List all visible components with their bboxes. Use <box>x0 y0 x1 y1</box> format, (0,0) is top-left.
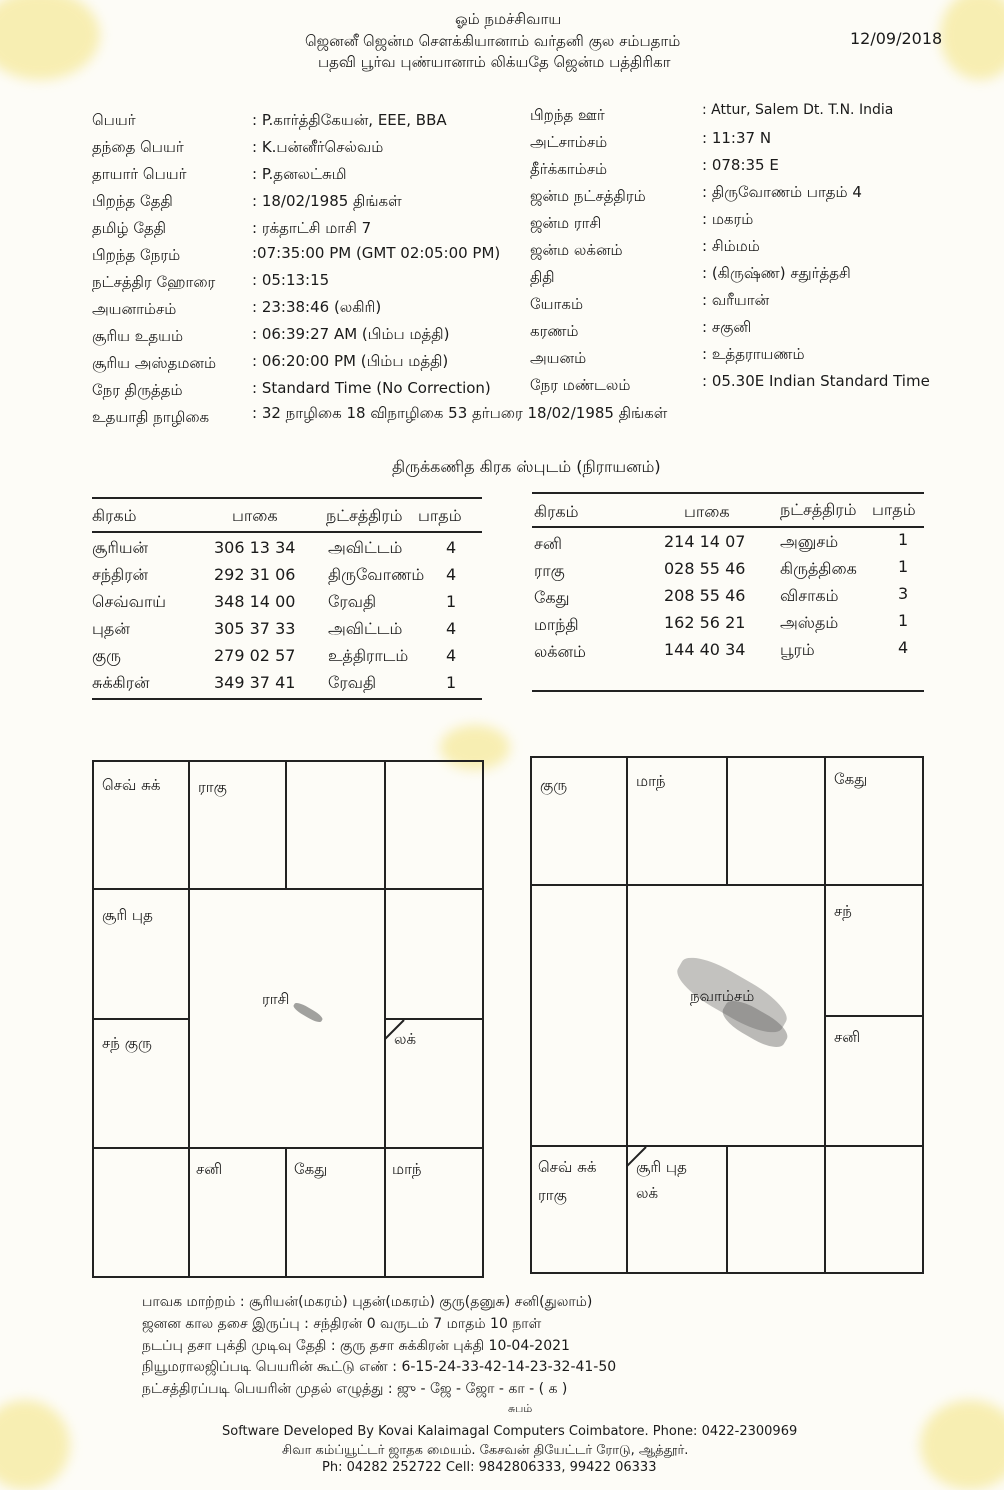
planet-star: பூரம் <box>780 640 815 659</box>
credit-line-3: Ph: 04282 252722 Cell: 9842806333, 99422 06333 <box>322 1460 657 1475</box>
col-header-star: நட்சத்திரம் <box>326 506 403 525</box>
planet-pada: 1 <box>898 557 909 576</box>
label-birth-time: பிறந்த நேரம் <box>92 246 181 264</box>
planet-star: அஸ்தம் <box>780 613 839 632</box>
rasi-house-aquarius: சூரி புத <box>102 906 153 924</box>
chart-grid-line <box>92 888 484 890</box>
value-tamil-date: : ரக்தாட்சி மாசி 7 <box>252 219 372 237</box>
col-header-star: நட்சத்திரம் <box>780 500 857 519</box>
planet-pada: 3 <box>898 584 909 603</box>
planet-star: அனுசம் <box>780 532 839 551</box>
value-birth-place: : Attur, Salem Dt. T.N. India <box>702 102 894 118</box>
tape-stain <box>0 1400 70 1490</box>
tape-stain <box>0 0 100 80</box>
value-birth-time: :07:35:00 PM (GMT 02:05:00 PM) <box>252 244 501 262</box>
note-bhava: பாவக மாற்றம் : சூரியன்(மகரம்) புதன்(மகரம்) குரு(தனுசு) சனி(துலாம்) <box>142 1294 593 1310</box>
label-thithi: திதி <box>530 268 555 286</box>
planet-name: ராகு <box>534 561 565 580</box>
credit-line-1: Software Developed By Kovai Kalaimagal Computers Coimbatore. Phone: 0422-2300969 <box>222 1424 798 1439</box>
value-father: : K.பன்னீர்செல்வம் <box>252 138 384 156</box>
label-janma-rasi: ஜன்ம ராசி <box>530 214 602 232</box>
col-header-paagai: பாகை <box>684 502 730 521</box>
chart-grid-line <box>188 888 190 1278</box>
planet-degree: 028 55 46 <box>664 559 746 578</box>
planet-name: குரு <box>92 646 121 665</box>
planet-degree: 305 37 33 <box>214 619 296 638</box>
col-header-paagai: பாகை <box>232 506 278 525</box>
label-longitude: தீர்க்காம்சம் <box>530 160 608 178</box>
credit-line-2: சிவா கம்ப்யூட்டர் ஜாதக மையம். கேசவன் தியேட்டர் ரோடு, ஆத்தூர். <box>282 1443 689 1458</box>
chart-grid-line <box>824 756 826 884</box>
value-time-correction: : Standard Time (No Correction) <box>252 379 491 397</box>
planet-pada: 4 <box>446 565 457 584</box>
col-header-paadam: பாதம் <box>418 506 462 525</box>
planet-degree: 208 55 46 <box>664 586 746 605</box>
value-ayanamsa: : 23:38:46 (லகிரி) <box>252 298 382 316</box>
chart-grid-line <box>824 884 826 1274</box>
navamsa-house-leo: சனி <box>834 1028 861 1046</box>
label-time-correction: நேர திருத்தம் <box>92 381 183 399</box>
value-udayadi-nazhigai: : 32 நாழிகை 18 விநாழிகை 53 தர்பரை 18/02/1985 திங்கள் <box>252 404 668 422</box>
planet-table-title: திருக்கணித கிரக ஸ்புடம் (நிராயனம்) <box>392 457 661 476</box>
planet-name: லக்னம் <box>534 642 586 661</box>
header-invocation: ஓம் நமச்சிவாய <box>455 10 562 28</box>
chart-grid-line <box>92 1018 190 1020</box>
label-tamil-date: தமிழ் தேதி <box>92 219 167 237</box>
chart-grid-line <box>384 888 386 1278</box>
planet-pada: 1 <box>898 611 909 630</box>
label-star-hora: நட்சத்திர ஹோரை <box>92 273 216 291</box>
label-janma-lagna: ஜன்ம லக்னம் <box>530 241 623 259</box>
table-rule <box>92 698 482 700</box>
value-yogam: : வரீயான் <box>702 291 770 309</box>
label-time-zone: நேர மண்டலம் <box>530 376 631 394</box>
value-sunset: : 06:20:00 PM (பிம்ப மத்தி) <box>252 352 449 370</box>
header-verse-1: ஜெனனீ ஜென்ம சௌக்கியானாம் வர்தனி குல சம்பதாம் <box>305 32 681 50</box>
planet-star: ரேவதி <box>328 673 377 692</box>
planet-name: மாந்தி <box>534 615 579 634</box>
label-birth-place: பிறந்த ஊர் <box>530 106 605 124</box>
value-birth-date: : 18/02/1985 திங்கள் <box>252 192 402 210</box>
label-latitude: அட்சாம்சம் <box>530 133 608 151</box>
planet-degree: 349 37 41 <box>214 673 296 692</box>
label-janma-star: ஜன்ம நட்சத்திரம் <box>530 187 646 205</box>
col-header-paadam: பாதம் <box>872 500 916 519</box>
chart-grid-line <box>826 1015 924 1017</box>
print-date: 12/09/2018 <box>850 29 943 48</box>
rasi-house-virgo: மாந் <box>392 1160 422 1178</box>
chart-grid-line <box>285 760 287 888</box>
value-name: : P.கார்த்திகேயன், EEE, BBA <box>252 111 447 129</box>
chart-grid-line <box>626 884 628 1274</box>
label-name: பெயர் <box>92 111 136 129</box>
label-ayanamsa: அயனாம்சம் <box>92 300 177 318</box>
rasi-house-libra: கேது <box>294 1160 328 1178</box>
table-rule <box>92 531 482 533</box>
chart-grid-line <box>726 1145 728 1274</box>
value-time-zone: : 05.30E Indian Standard Time <box>702 372 930 390</box>
planet-star: ரேவதி <box>328 592 377 611</box>
planet-name: சூரியன் <box>92 538 149 557</box>
planet-star: கிருத்திகை <box>780 559 857 578</box>
value-janma-rasi: : மகரம் <box>702 210 754 228</box>
label-birth-date: பிறந்த தேதி <box>92 192 173 210</box>
navamsa-chart-title: நவாம்சம் <box>690 987 755 1005</box>
chart-grid-line <box>188 760 190 888</box>
rasi-house-pisces: செவ் சுக் <box>102 776 161 794</box>
table-rule <box>92 497 482 499</box>
planet-name: கேது <box>534 588 570 607</box>
navamsa-house-sagittarius-2: ராகு <box>538 1186 567 1204</box>
chart-grid-line <box>530 884 924 886</box>
planet-pada: 1 <box>446 673 457 692</box>
chart-grid-line <box>726 756 728 884</box>
chart-grid-line <box>626 756 628 884</box>
planet-name: சுக்கிரன் <box>92 673 150 692</box>
planet-pada: 4 <box>898 638 909 657</box>
label-yogam: யோகம் <box>530 295 584 313</box>
rasi-house-capricorn: சந் குரு <box>102 1034 152 1052</box>
planet-pada: 1 <box>898 530 909 549</box>
navamsa-house-sagittarius: செவ் சுக் <box>538 1158 597 1176</box>
label-father: தந்தை பெயர் <box>92 138 184 156</box>
chart-grid-line <box>285 1147 287 1278</box>
planet-degree: 162 56 21 <box>664 613 746 632</box>
chart-grid-line <box>384 760 386 888</box>
planet-name: செவ்வாய் <box>92 592 167 611</box>
planet-name: சந்திரன் <box>92 565 149 584</box>
planet-name: சனி <box>534 534 562 553</box>
navamsa-house-scorpio-2: லக் <box>636 1184 659 1202</box>
navamsa-house-pisces: குரு <box>540 776 568 794</box>
note-numerology: நியூமராலஜிப்படி பெயரின் கூட்டு எண் : 6-15-24-33-42-14-23-32-41-50 <box>142 1359 617 1375</box>
note-name-letters: நட்சத்திரப்படி பெயரின் முதல் எழுத்து : ஜு - ஜே - ஜோ - கா - ( க ) <box>142 1381 568 1397</box>
rasi-house-scorpio: சனி <box>196 1160 223 1178</box>
col-header-graham: கிரகம் <box>534 502 579 521</box>
navamsa-house-aries: மாந் <box>636 772 666 790</box>
header-verse-2: பதவி பூர்வ புண்யானாம் லிக்யதே ஜென்ம பத்திரிகா <box>318 53 671 71</box>
value-karanam: : சகுனி <box>702 318 752 336</box>
value-mother: : P.தனலட்சுமி <box>252 165 347 183</box>
note-current-dasa: நடப்பு தசா புக்தி முடிவு தேதி : குரு தசா சுக்கிரன் புக்தி 10-04-2021 <box>142 1338 570 1354</box>
label-udayadi-nazhigai: உதயாதி நாழிகை <box>92 408 210 426</box>
value-longitude: : 078:35 E <box>702 156 779 174</box>
planet-degree: 279 02 57 <box>214 646 296 665</box>
value-sunrise: : 06:39:27 AM (பிம்ப மத்தி) <box>252 325 450 343</box>
subam-text: சுபம் <box>508 1402 533 1415</box>
planet-star: அவிட்டம் <box>328 538 403 557</box>
tape-stain <box>920 1400 1004 1490</box>
value-star-hora: : 05:13:15 <box>252 271 330 289</box>
value-janma-lagna: : சிம்மம் <box>702 237 760 255</box>
planet-pada: 4 <box>446 646 457 665</box>
planet-degree: 292 31 06 <box>214 565 296 584</box>
table-rule <box>532 492 924 494</box>
rasi-house-leo: லக் <box>394 1030 417 1048</box>
col-header-graham: கிரகம் <box>92 506 137 525</box>
planet-degree: 348 14 00 <box>214 592 296 611</box>
label-karanam: கரணம் <box>530 322 579 340</box>
table-rule <box>532 526 924 528</box>
planet-pada: 4 <box>446 538 457 557</box>
label-sunrise: சூரிய உதயம் <box>92 327 184 345</box>
planet-star: விசாகம் <box>780 586 839 605</box>
rasi-chart-title: ராசி <box>262 990 290 1008</box>
navamsa-house-gemini: கேது <box>834 770 868 788</box>
planet-degree: 214 14 07 <box>664 532 746 551</box>
value-latitude: : 11:37 N <box>702 129 772 147</box>
value-janma-star: : திருவோணம் பாதம் 4 <box>702 183 862 201</box>
planet-degree: 306 13 34 <box>214 538 296 557</box>
label-sunset: சூரிய அஸ்தமனம் <box>92 354 217 372</box>
tape-stain <box>940 0 1004 80</box>
label-ayanam: அயனம் <box>530 349 587 367</box>
value-ayanam: : உத்தராயணம் <box>702 345 805 363</box>
planet-name: புதன் <box>92 619 130 638</box>
value-thithi: : (கிருஷ்ண) சதுர்த்தசி <box>702 264 851 282</box>
planet-pada: 4 <box>446 619 457 638</box>
label-mother: தாயார் பெயர் <box>92 165 187 183</box>
note-dasa-balance: ஜனன கால தசை இருப்பு : சந்திரன் 0 வருடம் 7 மாதம் 10 நாள் <box>142 1316 542 1332</box>
planet-pada: 1 <box>446 592 457 611</box>
planet-star: திருவோணம் <box>328 565 425 584</box>
navamsa-house-scorpio: சூரி புத <box>636 1158 687 1176</box>
planet-degree: 144 40 34 <box>664 640 746 659</box>
chart-grid-line <box>92 1147 484 1149</box>
navamsa-house-cancer: சந் <box>834 902 852 920</box>
table-rule <box>532 690 924 692</box>
planet-star: அவிட்டம் <box>328 619 403 638</box>
rasi-house-aries: ராகு <box>198 778 227 796</box>
planet-star: உத்திராடம் <box>328 646 409 665</box>
